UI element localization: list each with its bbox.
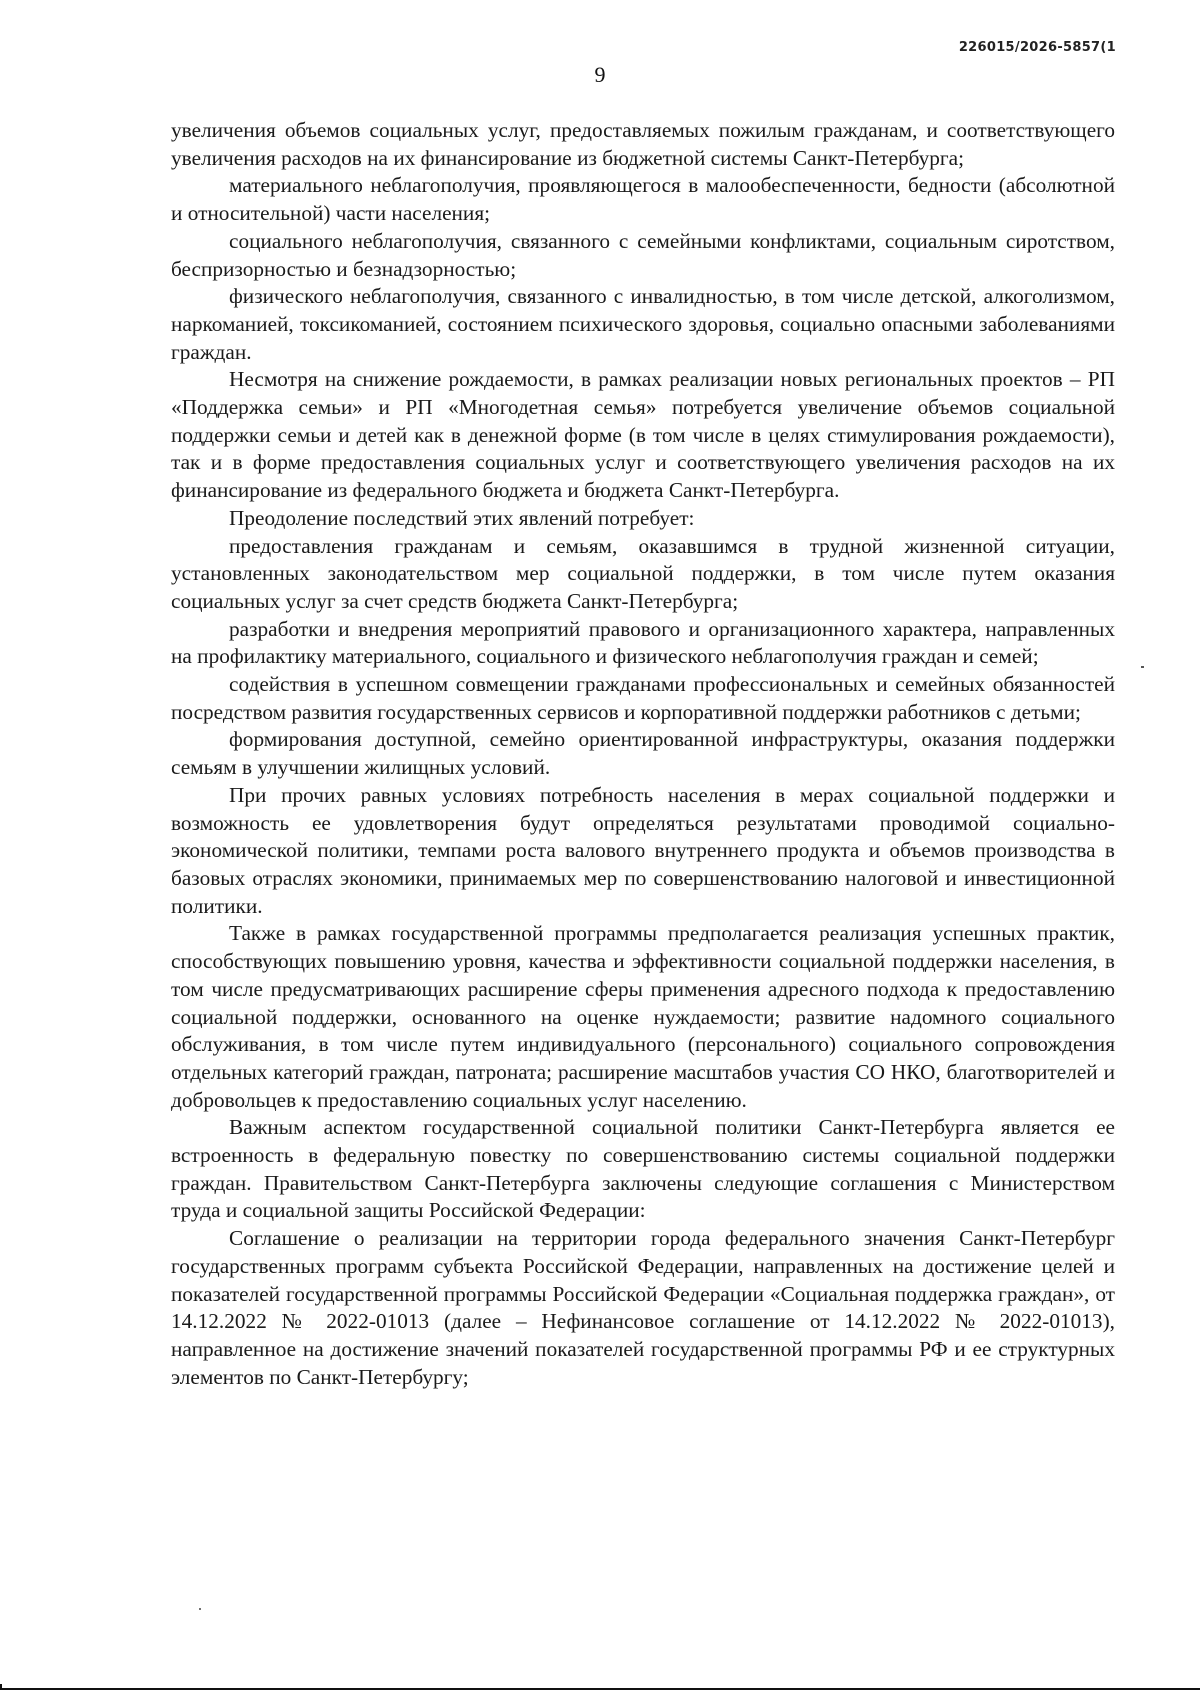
paragraph: При прочих равных условиях потребность населения в мерах социальной поддержки и возможность ее удовлетворения будут определяться результатами проводимой социально-экономической политики, темпами роста валового внутреннего продукта и объемов производства в базовых отраслях экономики, принимаемых мер по совершенствованию налоговой и инвестиционной политики. — [171, 782, 1115, 918]
registration-number: 226015/2026-5857(1 — [958, 40, 1116, 55]
scan-artifact — [1141, 666, 1144, 668]
paragraph: содействия в успешном совмещении гражданами профессиональных и семейных обязанностей посредством развития государственных сервисов и корпоративной поддержки работников с детьми; — [171, 672, 1115, 724]
paragraph: материального неблагополучия, проявляющегося в малообеспеченности, бедности (абсолютной и относительной) части населения; — [171, 173, 1115, 226]
paragraph: Несмотря на снижение рождаемости, в рамках реализации новых региональных проектов – РП «Поддержка семьи» и РП «Многодетная семья» потребуется увеличение объемов социальной поддержки семьи и детей как в денежной форме (в том числе в целях стимулирования рождаемости), так и в форме предоставления социальных услуг и соответствующего увеличения расходов на их финансирование из федерального бюджета и бюджета Санкт-Петербурга. — [171, 367, 1115, 503]
paragraph: формирования доступной, семейно ориентированной инфраструктуры, оказания поддержки семьям в улучшении жилищных условий. — [171, 727, 1115, 780]
paragraph: Преодоление последствий этих явлений потребует: — [229, 505, 695, 530]
paragraph: увеличения объемов социальных услуг, предоставляемых пожилым гражданам, и соответствующего увеличения расходов на их финансирование из бюджетной системы Санкт-Петербурга; — [171, 118, 1115, 170]
paragraph: Важным аспектом государственной социальной политики Санкт-Петербурга является ее встроенность в федеральную повестку по совершенствованию системы социальной поддержки граждан. Правительством Санкт-Петербурга заключены следующие соглашения с Министерством труда и социальной защиты Российской Федерации: — [171, 1115, 1115, 1223]
paragraph: разработки и внедрения мероприятий правового и организационного характера, направленных на профилактику материального, социального и физического неблагополучия граждан и семей; — [171, 616, 1115, 669]
page-number: 9 — [594, 62, 606, 87]
paragraph: физического неблагополучия, связанного с инвалидностью, в том числе детской, алкоголизмом, наркоманией, токсикоманией, состоянием психического здоровья, социально опасными заболеваниями граждан. — [171, 284, 1115, 364]
paragraph: Соглашение о реализации на территории города федерального значения Санкт-Петербург государственных программ субъекта Российской Федерации, направленных на достижение целей и показателей государственной программы Российской Федерации «Социальная поддержка граждан», от 14.12.2022 № 2022-01013 (далее – Нефинансовое соглашение от 14.12.2022 № 2022-01013), направленное на достижение значений показателей государственной программы РФ и ее структурных элементов по Санкт-Петербургу; — [171, 1226, 1115, 1389]
paragraph: Также в рамках государственной программы предполагается реализация успешных практик, способствующих повышению уровня, качества и эффективности социальной поддержки населения, в том числе предусматривающих расширение сферы применения адресного подхода к предоставлению социальной поддержки, основанного на оценке нуждаемости; развитие надомного социального обслуживания, в том числе путем индивидуального (персонального) социального сопровождения отдельных категорий граждан, патроната; расширение масштабов участия СО НКО, благотворителей и добровольцев к предоставлению социальных услуг населению. — [171, 921, 1115, 1112]
scan-artifact — [199, 1608, 201, 1610]
document-body — [171, 117, 1115, 1391]
paragraph: предоставления гражданам и семьям, оказавшимся в трудной жизненной ситуации, установленных законодательством мер социальной поддержки, в том числе путем оказания социальных услуг за счет средств бюджета Санкт-Петербурга; — [171, 533, 1115, 613]
paragraph: социального неблагополучия, связанного с семейными конфликтами, социальным сиротством, беспризорностью и безнадзорностью; — [171, 228, 1115, 281]
